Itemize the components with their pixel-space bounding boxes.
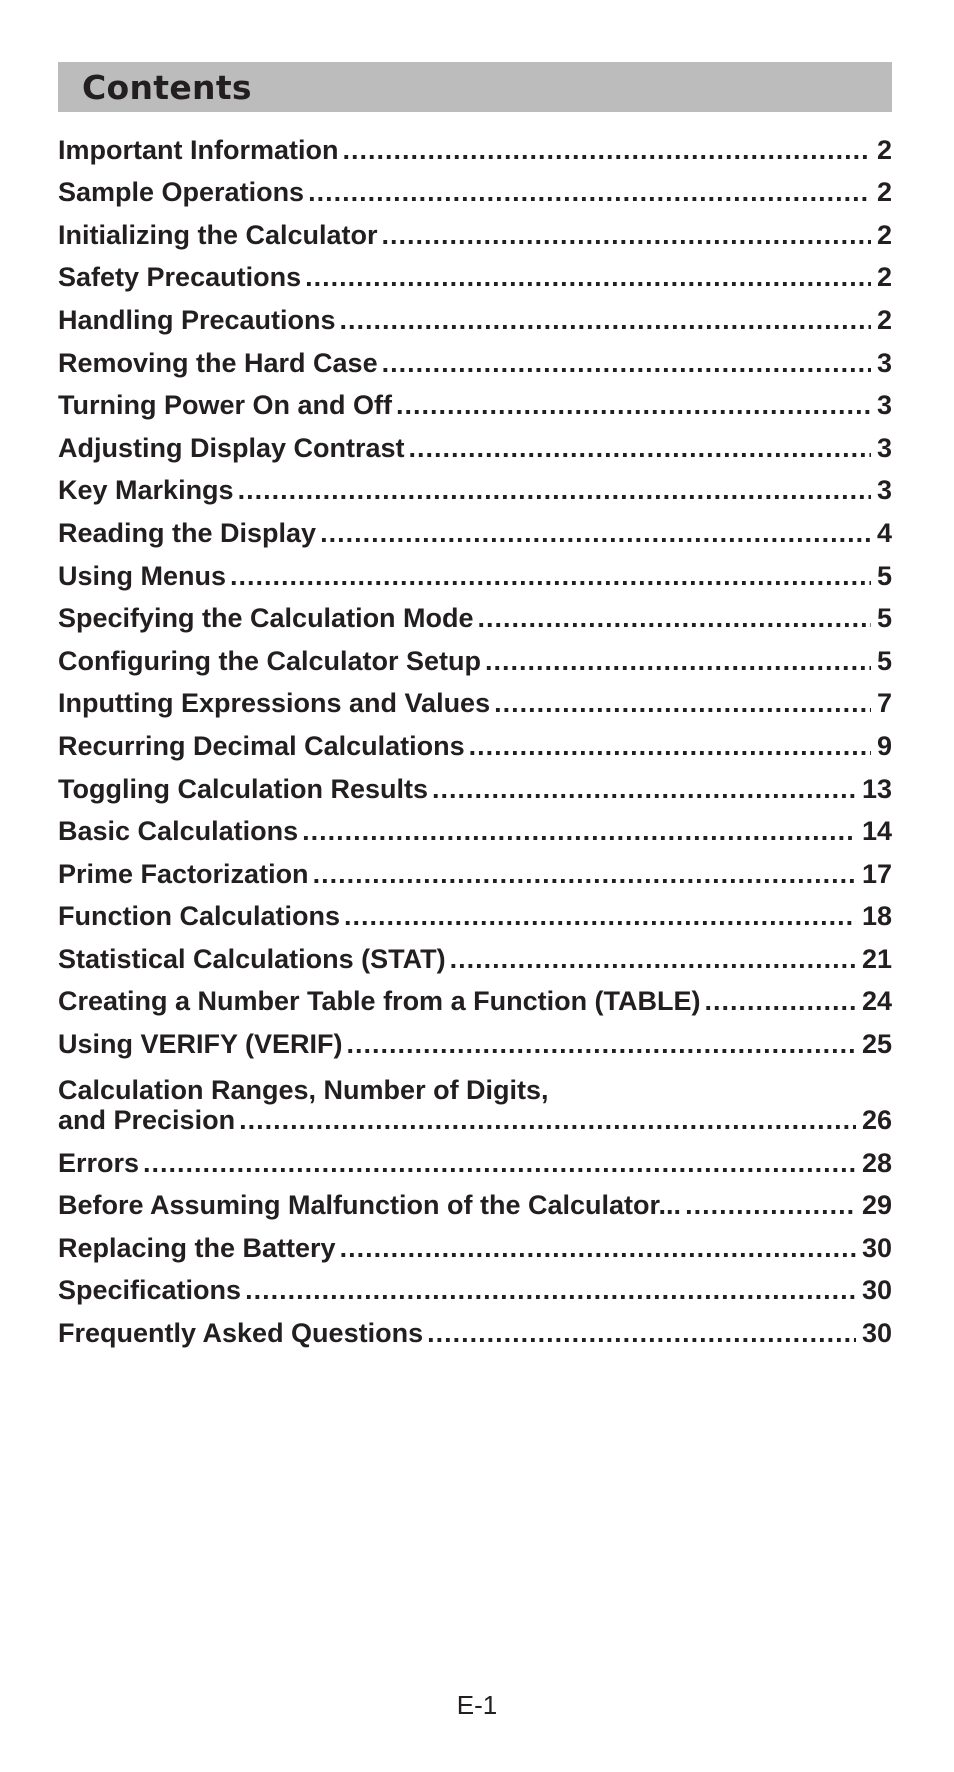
- toc-entry-safety-precautions[interactable]: [58, 250, 892, 293]
- toc-entry-adjusting-display-contrast[interactable]: [58, 420, 892, 463]
- toc-page-number: 3: [876, 347, 892, 378]
- toc-page-number: 2: [876, 304, 892, 335]
- table-of-contents: [58, 122, 892, 1348]
- toc-entry-title: Important Information: [58, 134, 339, 165]
- toc-entry-title: Using Menus: [58, 560, 227, 591]
- toc-page-number: 2: [876, 177, 892, 208]
- toc-entry-prime-factorization[interactable]: [58, 846, 892, 889]
- toc-entry-before-assuming-malfunction[interactable]: [58, 1178, 892, 1221]
- toc-entry-title: Prime Factorization: [58, 858, 309, 889]
- toc-dot-leader: [302, 816, 856, 846]
- toc-entry-title: Adjusting Display Contrast: [58, 432, 405, 463]
- toc-dot-leader: [427, 1318, 856, 1348]
- toc-entry-initializing-the-calculator[interactable]: [58, 207, 892, 250]
- toc-entry-title: Turning Power On and Off: [58, 390, 392, 421]
- toc-page-number: 24: [861, 986, 892, 1017]
- toc-entry-replacing-the-battery[interactable]: [58, 1220, 892, 1263]
- toc-dot-leader: [340, 305, 871, 335]
- toc-dot-leader: [313, 859, 856, 889]
- contents-heading: Contents: [82, 67, 252, 107]
- toc-dot-leader: [469, 731, 871, 761]
- toc-page-number: 2: [876, 219, 892, 250]
- toc-dot-leader: [396, 390, 871, 420]
- toc-entry-specifications[interactable]: [58, 1263, 892, 1306]
- toc-page-number: 30: [861, 1318, 892, 1349]
- toc-dot-leader: [245, 1275, 856, 1305]
- toc-entry-title: Toggling Calculation Results: [58, 773, 429, 804]
- toc-dot-leader: [308, 177, 871, 207]
- toc-entry-title: Safety Precautions: [58, 262, 302, 293]
- toc-dot-leader: [344, 901, 856, 931]
- toc-entry-title: Replacing the Battery: [58, 1232, 336, 1263]
- toc-entry-toggling-calculation-results[interactable]: [58, 761, 892, 804]
- toc-entry-function-calculations[interactable]: [58, 889, 892, 932]
- toc-entry-line2: [58, 1105, 892, 1135]
- toc-page-number: 2: [876, 134, 892, 165]
- toc-dot-leader: [238, 475, 871, 505]
- toc-entry-statistical-calculations[interactable]: [58, 931, 892, 974]
- toc-dot-leader: [494, 688, 871, 718]
- toc-entry-title: Before Assuming Malfunction of the Calculator...: [58, 1190, 682, 1221]
- toc-dot-leader: [230, 561, 871, 591]
- toc-entry-title-line2: and Precision: [58, 1105, 236, 1136]
- toc-entry-title: Key Markings: [58, 475, 234, 506]
- toc-entry-using-verify[interactable]: [58, 1016, 892, 1059]
- toc-page-number: 14: [861, 816, 892, 847]
- toc-dot-leader: [485, 646, 871, 676]
- toc-entry-specifying-the-calculation-mode[interactable]: [58, 591, 892, 634]
- toc-entry-title: Specifying the Calculation Mode: [58, 603, 474, 634]
- toc-dot-leader: [340, 1233, 856, 1263]
- toc-page-number: 28: [861, 1147, 892, 1178]
- toc-page-number: 30: [861, 1275, 892, 1306]
- toc-entry-reading-the-display[interactable]: [58, 505, 892, 548]
- toc-entry-errors[interactable]: [58, 1135, 892, 1178]
- toc-entry-title: Specifications: [58, 1275, 242, 1306]
- toc-dot-leader: [685, 1190, 856, 1220]
- toc-entry-key-markings[interactable]: [58, 463, 892, 506]
- toc-dot-leader: [320, 518, 871, 548]
- toc-page-number: 4: [876, 517, 892, 548]
- toc-entry-calculation-ranges[interactable]: [58, 1059, 892, 1135]
- toc-page-number: 5: [876, 603, 892, 634]
- toc-entry-title: Initializing the Calculator: [58, 219, 378, 250]
- toc-dot-leader: [409, 433, 871, 463]
- toc-entry-title: Using VERIFY (VERIF): [58, 1029, 343, 1060]
- toc-entry-title: Inputting Expressions and Values: [58, 688, 491, 719]
- toc-dot-leader: [450, 944, 856, 974]
- toc-entry-title: Recurring Decimal Calculations: [58, 730, 465, 761]
- toc-page-number: 7: [876, 688, 892, 719]
- toc-entry-title: Errors: [58, 1147, 140, 1178]
- toc-page-number: 3: [876, 475, 892, 506]
- toc-dot-leader: [382, 348, 871, 378]
- toc-entry-turning-power-on-and-off[interactable]: [58, 378, 892, 421]
- toc-entry-removing-the-hard-case[interactable]: [58, 335, 892, 378]
- toc-page-number: 21: [861, 943, 892, 974]
- toc-entry-title: Sample Operations: [58, 177, 305, 208]
- toc-page-number: 5: [876, 645, 892, 676]
- toc-page-number: 9: [876, 730, 892, 761]
- toc-dot-leader: [432, 774, 856, 804]
- toc-entry-title: Reading the Display: [58, 517, 317, 548]
- toc-entry-recurring-decimal-calculations[interactable]: [58, 718, 892, 761]
- toc-entry-title: Basic Calculations: [58, 816, 299, 847]
- toc-page-number: 13: [861, 773, 892, 804]
- toc-entry-creating-a-number-table[interactable]: [58, 974, 892, 1017]
- toc-page-number: 5: [876, 560, 892, 591]
- toc-entry-title: Function Calculations: [58, 901, 341, 932]
- toc-dot-leader: [478, 603, 871, 633]
- toc-dot-leader: [143, 1148, 856, 1178]
- toc-entry-title-line1: Calculation Ranges, Number of Digits,: [58, 1075, 549, 1106]
- toc-page-number: 3: [876, 432, 892, 463]
- page-footer-number: E-1: [456, 1690, 498, 1720]
- toc-dot-leader: [342, 135, 870, 165]
- toc-entry-title: Configuring the Calculator Setup: [58, 645, 481, 676]
- toc-entry-title: Frequently Asked Questions: [58, 1318, 424, 1349]
- toc-entry-using-menus[interactable]: [58, 548, 892, 591]
- toc-dot-leader: [382, 220, 871, 250]
- toc-page-number: 26: [861, 1105, 892, 1136]
- toc-dot-leader: [705, 986, 856, 1016]
- toc-dot-leader: [347, 1029, 856, 1059]
- toc-page-number: 3: [876, 390, 892, 421]
- toc-dot-leader: [239, 1105, 856, 1135]
- toc-entry-configuring-the-calculator-setup[interactable]: [58, 633, 892, 676]
- contents-heading-bar: [58, 62, 892, 112]
- toc-page-number: 30: [861, 1232, 892, 1263]
- toc-page-number: 2: [876, 262, 892, 293]
- toc-entry-basic-calculations[interactable]: [58, 804, 892, 847]
- toc-entry-title: Removing the Hard Case: [58, 347, 378, 378]
- toc-entry-title: Handling Precautions: [58, 304, 336, 335]
- toc-page-number: 25: [861, 1029, 892, 1060]
- toc-entry-inputting-expressions-and-values[interactable]: [58, 676, 892, 719]
- toc-page-number: 17: [861, 858, 892, 889]
- toc-dot-leader: [305, 262, 871, 292]
- contents-page: [58, 62, 892, 1348]
- toc-entry-handling-precautions[interactable]: [58, 292, 892, 335]
- toc-page-number: 29: [861, 1190, 892, 1221]
- toc-entry-title: Statistical Calculations (STAT): [58, 943, 446, 974]
- toc-entry-frequently-asked-questions[interactable]: [58, 1305, 892, 1348]
- toc-entry-sample-operations[interactable]: [58, 165, 892, 208]
- toc-entry-important-information[interactable]: [58, 122, 892, 165]
- toc-entry-title: Creating a Number Table from a Function (TABLE): [58, 986, 701, 1017]
- toc-page-number: 18: [861, 901, 892, 932]
